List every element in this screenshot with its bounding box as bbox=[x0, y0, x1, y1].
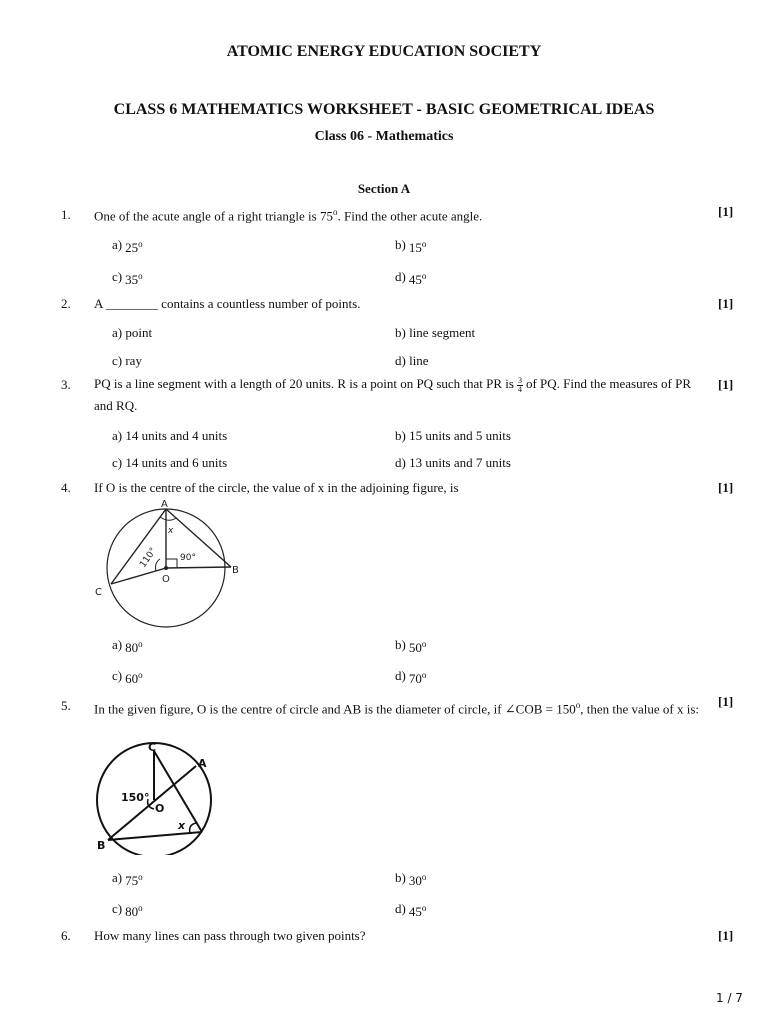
label-b: B bbox=[232, 565, 239, 576]
question-marks: [1] bbox=[718, 296, 734, 311]
question-text: One of the acute angle of a right triangle is 75$^o$. Find the other acute angle. bbox=[94, 207, 483, 224]
label-c: C bbox=[95, 587, 102, 598]
option-c: c) 60$^o$ bbox=[112, 668, 143, 686]
question-number: 6. bbox=[61, 928, 71, 943]
label-angle-90: 90° bbox=[180, 553, 196, 563]
label-c: C bbox=[148, 741, 157, 754]
label-a: A bbox=[161, 499, 168, 510]
option-d: d) 70$^o$ bbox=[395, 668, 427, 686]
label-a: A bbox=[198, 757, 207, 770]
option-c: c) ray bbox=[112, 353, 142, 368]
question-text: A ________ contains a countless number of points. bbox=[94, 296, 361, 311]
worksheet-title: CLASS 6 MATHEMATICS WORKSHEET - BASIC GEOMETRICAL IDEAS bbox=[113, 101, 655, 118]
option-c: c) 80$^o$ bbox=[112, 901, 143, 919]
option-b: b) 50$^o$ bbox=[395, 637, 427, 655]
option-d: d) 45$^o$ bbox=[395, 269, 427, 287]
option-c: c) 35$^o$ bbox=[112, 269, 143, 287]
option-d: d) 45$^o$ bbox=[395, 901, 427, 919]
label-b: B bbox=[97, 839, 106, 852]
label-angle-110: 110° bbox=[138, 546, 159, 570]
option-b: b) line segment bbox=[395, 325, 476, 340]
worksheet-subtitle: Class 06 - Mathematics bbox=[314, 129, 454, 144]
label-o: O bbox=[155, 802, 165, 815]
question-text: In the given figure, O is the centre of circle and AB is the diameter of circle, if ∠COB = $150^o$, then the value of x is: bbox=[94, 700, 700, 717]
circle-triangle-figure bbox=[94, 497, 254, 629]
question-number: 1. bbox=[61, 207, 71, 222]
question-marks: [1] bbox=[718, 204, 734, 219]
option-d: d) line bbox=[395, 353, 429, 368]
question-number: 5. bbox=[61, 698, 71, 713]
option-a: a) 80$^o$ bbox=[112, 637, 143, 655]
option-a: a) 25$^o$ bbox=[112, 237, 143, 255]
option-d: d) 13 units and 7 units bbox=[395, 455, 511, 470]
question-marks: [1] bbox=[718, 694, 734, 709]
label-x: x bbox=[168, 526, 174, 536]
society-name: ATOMIC ENERGY EDUCATION SOCIETY bbox=[226, 43, 542, 60]
option-a: a) point bbox=[112, 325, 153, 340]
question-number: 2. bbox=[61, 296, 71, 311]
option-b: b) 15$^o$ bbox=[395, 237, 427, 255]
option-a: a) 14 units and 4 units bbox=[112, 428, 228, 443]
fraction: $\frac{3}{4}$ bbox=[517, 375, 522, 394]
section-heading: Section A bbox=[357, 181, 411, 196]
option-c: c) 14 units and 6 units bbox=[112, 455, 228, 470]
question-marks: [1] bbox=[718, 480, 734, 495]
question-number: 4. bbox=[61, 480, 71, 495]
question-text: If O is the centre of the circle, the value of x in the adjoining figure, is bbox=[94, 480, 459, 495]
circle-diameter-figure bbox=[92, 737, 222, 855]
option-b: b) 30$^o$ bbox=[395, 870, 427, 888]
question-text: PQ is a line segment with a length of 20 units. R is a point on PQ such that PR is $\frac{3}{4}$ of PQ. Find the measures of PR and RQ. bbox=[94, 375, 691, 413]
question-number: 3. bbox=[61, 377, 71, 392]
option-b: b) 15 units and 5 units bbox=[395, 428, 511, 443]
option-a: a) 75$^o$ bbox=[112, 870, 143, 888]
label-angle-150: 150° bbox=[121, 791, 150, 804]
label-x: x bbox=[178, 819, 186, 832]
question-text: How many lines can pass through two given points? bbox=[94, 928, 366, 943]
question-marks: [1] bbox=[718, 928, 734, 943]
question-marks: [1] bbox=[718, 377, 734, 392]
page-number: 1 / 7 bbox=[716, 991, 743, 1005]
label-o: O bbox=[162, 574, 170, 585]
